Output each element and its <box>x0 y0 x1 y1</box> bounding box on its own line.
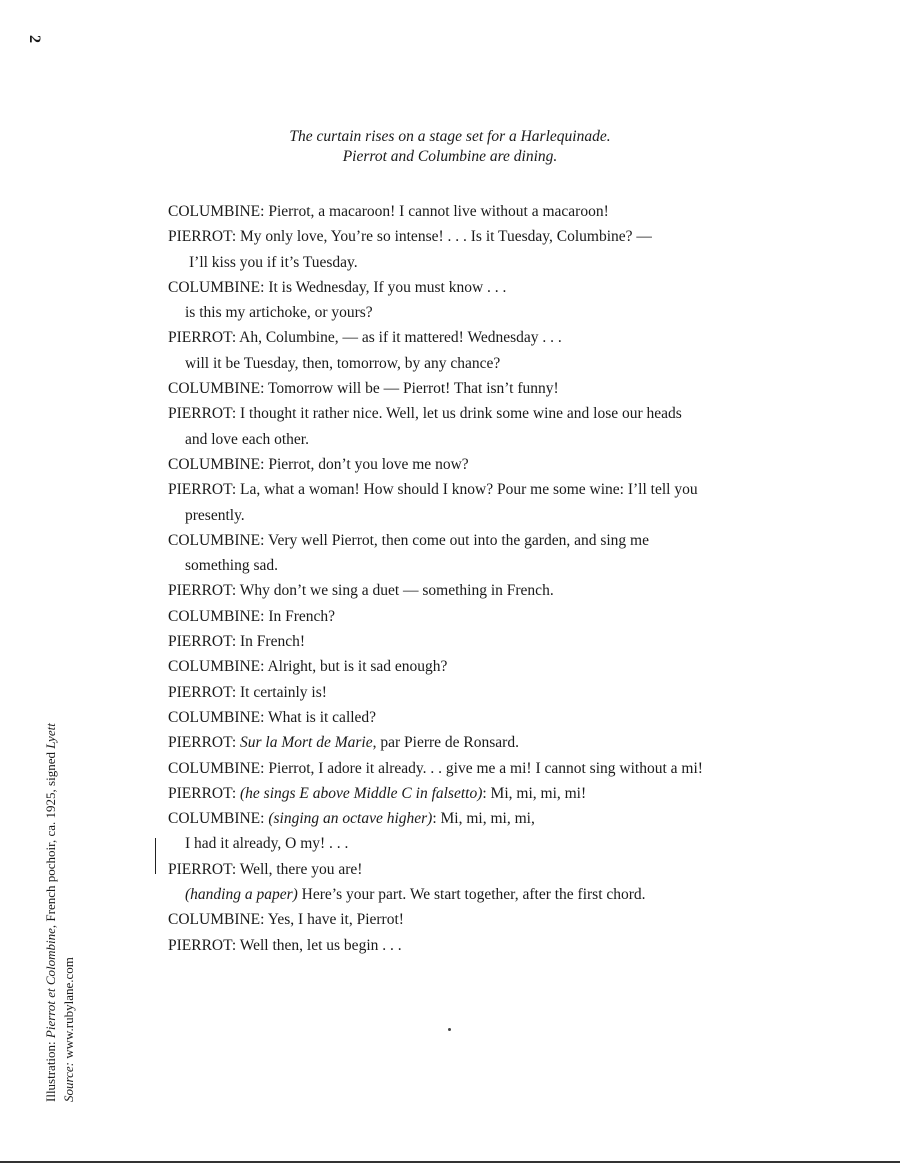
dialogue-line: I had it already, O my! . . . <box>185 835 349 853</box>
dialogue-line: PIERROT: It certainly is! <box>168 683 327 701</box>
line-text: , par Pierre de Ronsard. <box>372 734 519 752</box>
dialogue-line: COLUMBINE: Very well Pierrot, then come out into the garden, and sing me <box>168 531 649 549</box>
dialogue-line: PIERROT: Why don’t we sing a duet — something in French. <box>168 582 554 600</box>
credit-label: Illustration: <box>43 1038 58 1102</box>
dialogue-line: COLUMBINE: Pierrot, a macaroon! I cannot live without a macaroon! <box>168 203 609 220</box>
credit-text: , French pochoir, ca. 1925, signed <box>43 748 58 929</box>
line-text: Here’s your part. We start together, after the first chord. <box>297 886 646 904</box>
dialogue-line: is this my artichoke, or yours? <box>185 304 373 322</box>
speaker: PIERROT: <box>168 734 240 752</box>
dialogue-line: COLUMBINE: It is Wednesday, If you must know . . . <box>168 278 507 296</box>
dialogue-line: COLUMBINE: Alright, but is it sad enough? <box>168 658 448 676</box>
dialogue-line <box>168 806 868 831</box>
stage-note: (singing an octave higher) <box>268 810 433 828</box>
dialogue-line: PIERROT: Well, there you are! <box>168 860 363 878</box>
dialogue-line: COLUMBINE: Yes, I have it, Pierrot! <box>168 911 404 929</box>
dialogue-line <box>168 882 868 907</box>
credit-title: Pierrot et Colombine <box>43 928 58 1039</box>
dialogue-line <box>168 781 868 806</box>
dialogue-line: COLUMBINE: Tomorrow will be — Pierrot! That isn’t funny! <box>168 380 559 398</box>
dialogue-line: will it be Tuesday, then, tomorrow, by any chance? <box>185 354 501 372</box>
stage-note: (handing a paper) <box>185 886 298 904</box>
stage-direction-line: Pierrot and Columbine are dining. <box>342 148 558 165</box>
dialogue-line: COLUMBINE: In French? <box>168 607 336 625</box>
script-dialogue <box>168 199 868 958</box>
dialogue-line: I’ll kiss you if it’s Tuesday. <box>189 253 358 271</box>
source-url: www.rubylane.com <box>61 957 76 1063</box>
line-text: : Mi, mi, mi, mi, <box>432 810 535 828</box>
speaker: PIERROT: <box>168 784 240 802</box>
line-text: : Mi, mi, mi, mi! <box>482 784 587 802</box>
credit-artist: Lyett <box>43 723 58 749</box>
credit-line <box>42 723 60 1102</box>
stage-direction <box>0 127 900 167</box>
dialogue-line: PIERROT: Ah, Columbine, — as if it mattered! Wednesday . . . <box>168 329 562 347</box>
dialogue-line: PIERROT: In French! <box>168 633 305 651</box>
dialogue-line: and love each other. <box>185 430 309 448</box>
stage-direction-line: The curtain rises on a stage set for a Harlequinade. <box>289 128 611 145</box>
dialogue-line: something sad. <box>185 557 278 575</box>
dialogue-line: PIERROT: Well then, let us begin . . . <box>168 936 402 954</box>
dialogue-line: PIERROT: My only love, You’re so intense! . . . Is it Tuesday, Columbine? — <box>168 228 652 246</box>
bottom-rule <box>0 1161 900 1163</box>
song-title: Sur la Mort de Marie <box>240 734 373 752</box>
speaker: COLUMBINE: <box>168 810 269 828</box>
dialogue-line: COLUMBINE: What is it called? <box>168 708 377 726</box>
dialogue-line: COLUMBINE: Pierrot, I adore it already. . . give me a mi! I cannot sing without a mi! <box>168 759 703 777</box>
page-dot <box>448 1028 451 1031</box>
dialogue-line: presently. <box>185 506 245 524</box>
dialogue-line: COLUMBINE: Pierrot, don’t you love me now? <box>168 455 469 473</box>
dialogue-line: PIERROT: La, what a woman! How should I know? Pour me some wine: I’ll tell you <box>168 481 698 499</box>
dialogue-line <box>168 730 868 755</box>
stage-note: (he sings E above Middle C in falsetto) <box>240 784 483 802</box>
illustration-credit <box>42 723 78 1102</box>
change-bar <box>155 838 156 874</box>
source-label: Source: <box>61 1062 76 1102</box>
dialogue-line: PIERROT: I thought it rather nice. Well, let us drink some wine and lose our heads <box>168 405 682 423</box>
source-line <box>60 723 78 1102</box>
page-number: 2 <box>26 35 43 43</box>
